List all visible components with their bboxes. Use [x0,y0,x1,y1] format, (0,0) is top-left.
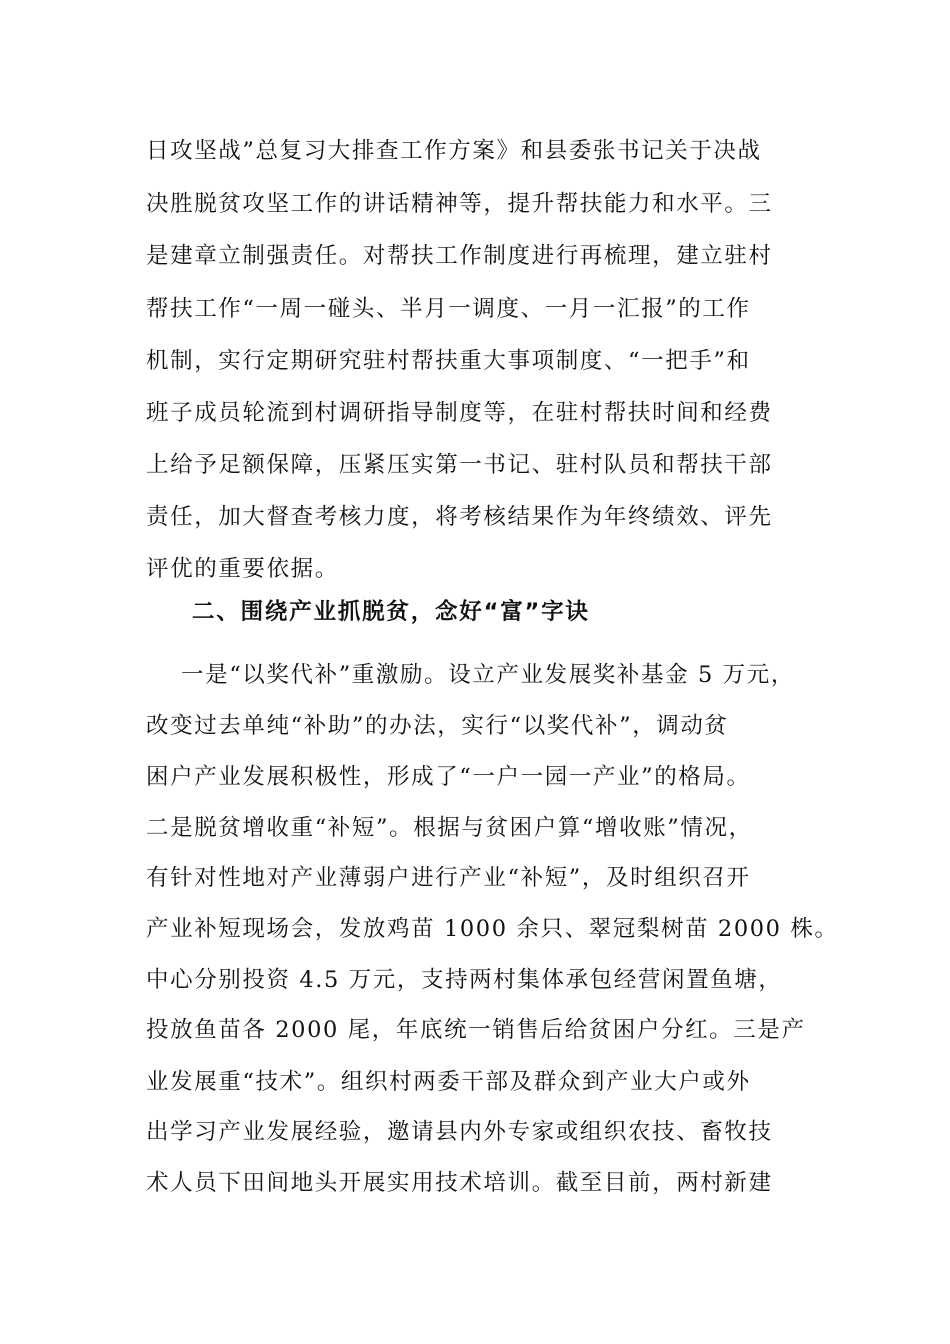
body-text-line: 上给予足额保障，压紧压实第一书记、驻村队员和帮扶干部 [146,452,773,478]
body-text-line: 评优的重要依据。 [146,556,339,582]
body-text-line: 一是“以奖代补”重激励。设立产业发展奖补基金 5 万元， [181,662,795,688]
body-text-line: 是建章立制强责任。对帮扶工作制度进行再梳理，建立驻村 [146,243,773,269]
body-text-line: 有针对性地对产业薄弱户进行产业“补短”，及时组织召开 [146,865,751,891]
body-text-line: 业发展重“技术”。组织村两委干部及群众到产业大户或外 [146,1069,751,1095]
body-text-line: 投放鱼苗各 2000 尾，年底统一销售后给贫困户分红。三是产 [146,1017,806,1043]
body-text-line: 帮扶工作“一周一碰头、半月一调度、一月一汇报”的工作 [146,296,751,322]
body-text-line: 机制，实行定期研究驻村帮扶重大事项制度、“一把手”和 [146,348,751,374]
body-text-line: 责任，加大督查考核力度，将考核结果作为年终绩效、评先 [146,504,773,530]
body-text-line: 中心分别投资 4.5 万元，支持两村集体承包经营闲置鱼塘， [146,967,783,993]
section-heading: 二、围绕产业抓脱贫，念好“富”字诀 [192,599,590,625]
body-text-line: 二是脱贫增收重“补短”。根据与贫困户算“增收账”情况， [146,815,753,841]
body-text-line: 日攻坚战”总复习大排查工作方案》和县委张书记关于决战 [146,138,762,164]
body-text-line: 术人员下田间地头开展实用技术培训。截至目前，两村新建 [146,1170,773,1196]
body-text-line: 产业补短现场会，发放鸡苗 1000 余只、翠冠梨树苗 2000 株。 [146,916,839,942]
body-text-line: 改变过去单纯“补助”的办法，实行“以奖代补”，调动贫 [146,713,729,739]
body-text-line: 困户产业发展积极性，形成了“一户一园一产业”的格局。 [146,764,751,790]
body-text-line: 出学习产业发展经验，邀请县内外专家或组织农技、畜牧技 [146,1119,773,1145]
body-text-line: 班子成员轮流到村调研指导制度等，在驻村帮扶时间和经费 [146,400,773,426]
body-text-line: 决胜脱贫攻坚工作的讲话精神等，提升帮扶能力和水平。三 [146,191,773,217]
